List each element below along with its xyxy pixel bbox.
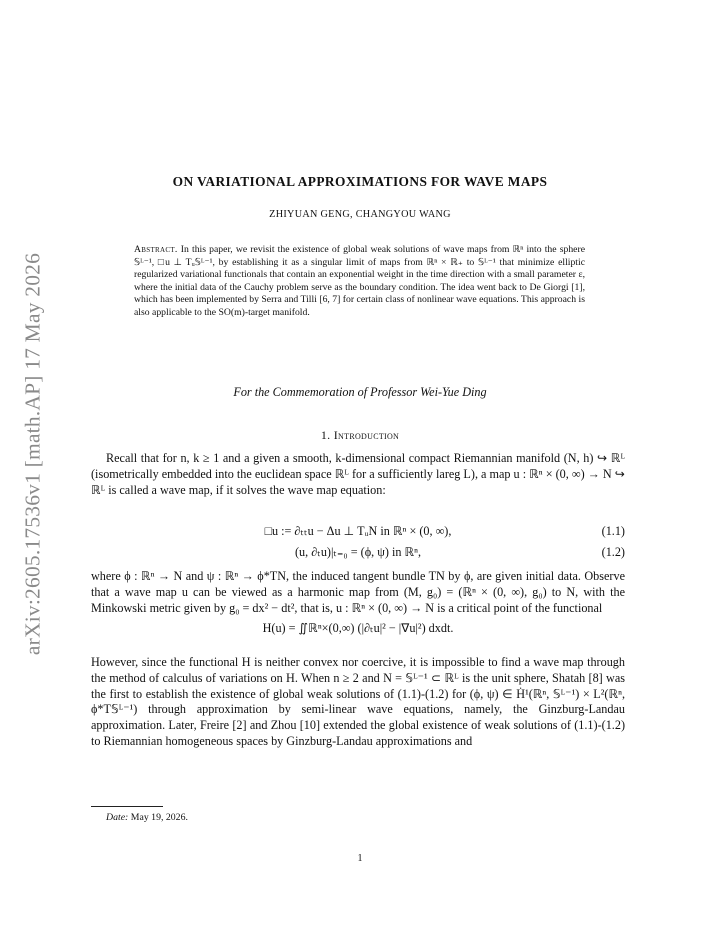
arxiv-identifier-text: arXiv:2605.17536v1 [math.AP] 17 May 2026	[20, 252, 45, 656]
section-number: 1.	[320, 428, 331, 442]
equation-1-2-body: (u, ∂ₜu)|ₜ₌₀ = (ϕ, ψ) in ℝⁿ,	[294, 545, 422, 559]
equation-functional-body: H(u) = ∬ℝⁿ×(0,∞) (|∂ₜu|² − |∇u|²) dxdt.	[262, 621, 454, 635]
page-number: 1	[357, 853, 363, 864]
footnote-date-label: Date:	[106, 812, 129, 823]
equation-1-1-body: □u := ∂ₜₜu − Δu ⊥ TᵤN in ℝⁿ × (0, ∞),	[264, 524, 452, 538]
paragraph-intro: Recall that for n, k ≥ 1 and a given a smooth, k-dimensional compact Riemannian manifold (N, h) ↪ ℝᴸ (isometrically embedded into the euclidean space ℝᴸ for a sufficiently lareg L), a map u : ℝⁿ × (0, ∞) → N ↪ ℝᴸ is called a wave map, if it solves the wave map equation:	[91, 451, 625, 497]
abstract-label: Abstract.	[134, 244, 178, 255]
equation-1-2	[91, 545, 625, 561]
footnote-rule	[91, 806, 163, 807]
paragraph-history: However, since the functional H is neither convex nor coercive, it is impossible to find a wave map through the method of calculus of variations on H. When n ≥ 2 and N = 𝕊ᴸ⁻¹ ⊂ ℝᴸ is the unit sphere, Shatah [8] was the first to establish the existence of global weak solutions of (1.1)-(1.2) for (ϕ, ψ) ∈ Ḣ¹(ℝⁿ, 𝕊ᴸ⁻¹) × L²(ℝⁿ, ϕ*T𝕊ᴸ⁻¹) through approximation by semi-linear wave equations, namely, the Ginzburg-Landau approximation. Later, Freire [2] and Zhou [10] extended the global existence of weak solutions of (1.1)-(1.2) to Riemannian homogeneous spaces by Ginzburg-Landau approximations and	[91, 655, 625, 748]
footnote-date-value: May 19, 2026.	[130, 812, 188, 823]
dedication: For the Commemoration of Professor Wei-Yue Ding	[233, 385, 487, 399]
equation-1-1	[91, 524, 625, 540]
arxiv-identifier	[18, 244, 48, 664]
section-heading	[0, 428, 720, 443]
abstract-text: In this paper, we revisit the existence of global weak solutions of wave maps from ℝⁿ into the sphere 𝕊ᴸ⁻¹, □u ⊥ Tᵤ𝕊ᴸ⁻¹, by establishing it as a singular limit of maps from ℝⁿ × ℝ₊ to 𝕊ᴸ⁻¹ that minimize elliptic regularized variational functionals that contain an exponential weight in the time direction with a small parameter ε, where the initial data of the Cauchy problem serve as the boundary condition. The idea went back to De Giorgi [1], which has been implemented by Serra and Tilli [6, 7] for certain class of nonlinear wave equations. This approach is also applicable to the SO(m)-target manifold.	[134, 244, 585, 318]
paper-authors: ZHIYUAN GENG, CHANGYOU WANG	[269, 209, 451, 220]
abstract	[134, 244, 585, 320]
paragraph-initial-data: where ϕ : ℝⁿ → N and ψ : ℝⁿ → ϕ*TN, the induced tangent bundle TN by ϕ, are given initial data. Observe that a wave map u can be viewed as a harmonic map from (M, g₀) = (ℝⁿ × (0, ∞), g₀) to N, with the Minkowski metric given by g₀ = dx² − dt², that is, u : ℝⁿ × (0, ∞) → N is a critical point of the functional	[91, 569, 625, 615]
equation-1-1-number: (1.1)	[601, 524, 625, 538]
equation-functional	[91, 621, 625, 637]
equation-1-2-number: (1.2)	[601, 545, 625, 559]
section-title: Introduction	[333, 428, 400, 442]
footnote-date	[106, 812, 188, 823]
paper-title: ON VARIATIONAL APPROXIMATIONS FOR WAVE MAPS	[172, 174, 548, 189]
